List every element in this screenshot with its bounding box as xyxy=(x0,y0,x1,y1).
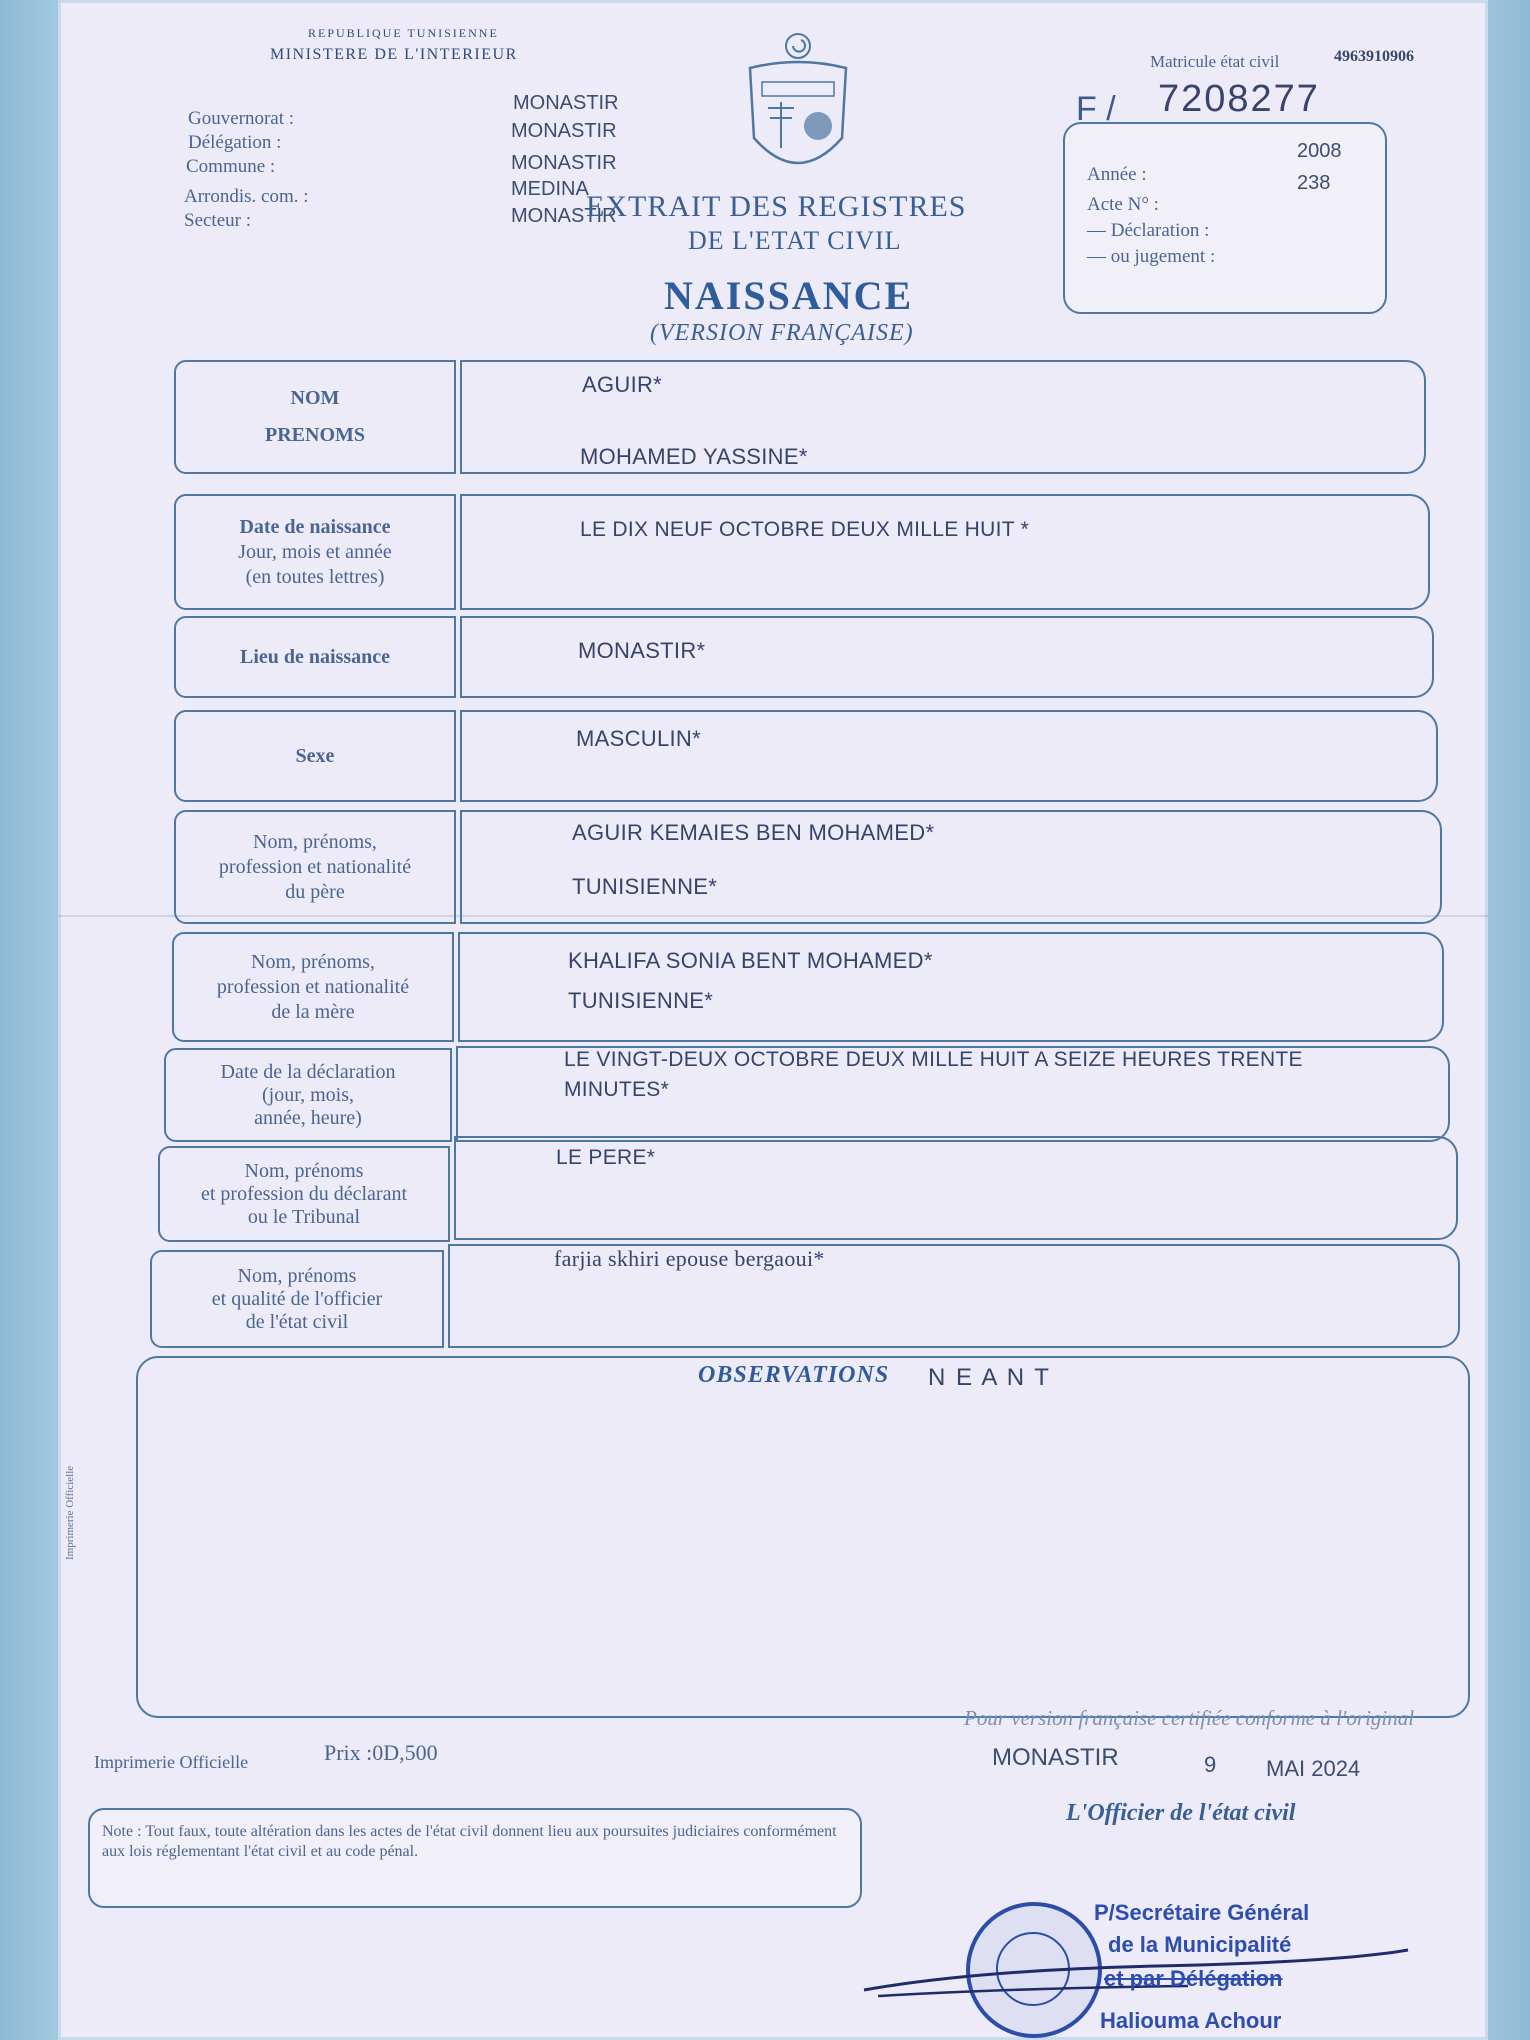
gouvernorat-label: Gouvernorat : xyxy=(188,108,295,129)
sexe-label: Sexe xyxy=(295,744,335,767)
secteur-value: MONASTIR xyxy=(511,205,617,227)
mere-nationalite-value: TUNISIENNE* xyxy=(568,988,714,1013)
officier-label-1: Nom, prénoms xyxy=(237,1264,357,1287)
date-naissance-label-cell xyxy=(174,494,456,610)
acte-value: 238 xyxy=(1297,172,1331,194)
sexe-value-cell xyxy=(460,710,1438,802)
arrondissement-value: MEDINA xyxy=(511,178,589,200)
prenoms-label: PRENOMS xyxy=(265,424,365,446)
gouvernorat-value: MONASTIR xyxy=(513,92,619,114)
declaration-date-label-cell xyxy=(164,1048,452,1142)
matricule-label: Matricule état civil xyxy=(1150,52,1280,71)
observations-label: OBSERVATIONS xyxy=(698,1362,890,1388)
nom-value: AGUIR* xyxy=(582,372,663,397)
officier-label-2: et qualité de l'officier xyxy=(211,1287,383,1310)
declarant-value: LE PERE* xyxy=(556,1146,656,1169)
sexe-label-cell xyxy=(174,710,456,802)
prix-label: Prix :0D,500 xyxy=(324,1740,438,1765)
declaration-date-value-cell xyxy=(456,1046,1450,1142)
officier-title: L'Officier de l'état civil xyxy=(1066,1800,1296,1826)
delegation-label: Délégation : xyxy=(188,132,282,153)
date-naissance-label-2: Jour, mois et année xyxy=(238,540,392,563)
title-naissance: NAISSANCE xyxy=(664,273,914,318)
note-text: Note : Tout faux, toute altération dans les actes de l'état civil donnent lieu aux poursuites judiciaires conformément aux lois réglementant l'état civil et au code pénal. xyxy=(102,1823,837,1860)
title-etat-civil: DE L'ETAT CIVIL xyxy=(688,226,902,255)
commune-label: Commune : xyxy=(186,156,276,177)
coat-of-arms-icon xyxy=(738,28,858,188)
declarant-value-cell xyxy=(454,1136,1458,1240)
officier-value-cell xyxy=(448,1244,1460,1348)
prenoms-value: MOHAMED YASSINE* xyxy=(580,444,808,469)
republic-label: REPUBLIQUE TUNISIENNE xyxy=(308,26,499,40)
officier-label-3: de l'état civil xyxy=(245,1310,349,1333)
date-naissance-label-1: Date de naissance xyxy=(239,515,391,538)
secteur-label: Secteur : xyxy=(184,210,252,231)
stamp-line-2: de la Municipalité xyxy=(1108,1932,1292,1957)
footer-city: MONASTIR xyxy=(992,1744,1119,1771)
declaration-date-label-1: Date de la déclaration xyxy=(220,1060,396,1083)
ministry-label: MINISTERE DE L'INTERIEUR xyxy=(270,46,518,63)
annee-value: 2008 xyxy=(1297,140,1342,162)
pere-nationalite-value: TUNISIENNE* xyxy=(572,874,718,899)
pere-nom-value: AGUIR KEMAIES BEN MOHAMED* xyxy=(572,820,935,845)
mere-nom-value: KHALIFA SONIA BENT MOHAMED* xyxy=(568,948,933,973)
nom-prenoms-value-cell xyxy=(460,360,1426,474)
observations-box xyxy=(136,1356,1470,1718)
serial-prefix: F / xyxy=(1076,90,1116,128)
pere-value-cell xyxy=(460,810,1442,924)
officier-value: farjia skhiri epouse bergaoui* xyxy=(554,1246,825,1271)
title-extrait: EXTRAIT DES REGISTRES xyxy=(586,190,967,223)
side-printer-text: Imprimerie Officielle xyxy=(64,1465,76,1560)
lieu-naissance-label-cell xyxy=(174,616,456,698)
declarant-label-2: et profession du déclarant xyxy=(200,1182,408,1205)
footer-month-year: MAI 2024 xyxy=(1266,1756,1361,1781)
title-version: (VERSION FRANÇAISE) xyxy=(650,320,914,346)
birth-certificate-page xyxy=(58,0,1488,2040)
mere-value-cell xyxy=(458,932,1444,1042)
annee-label: Année : xyxy=(1087,164,1147,185)
declarant-label-1: Nom, prénoms xyxy=(244,1159,364,1182)
commune-value: MONASTIR xyxy=(511,152,617,174)
certifie-conforme-text: Pour version française certifiée conforme à l'original xyxy=(964,1706,1415,1730)
jugement-label: — ou jugement : xyxy=(1087,246,1216,267)
stamp-line-4: Haliouma Achour xyxy=(1100,2008,1282,2033)
lieu-naissance-value: MONASTIR* xyxy=(578,638,706,663)
imprimerie-label: Imprimerie Officielle xyxy=(94,1752,249,1772)
mere-label-cell xyxy=(172,932,454,1042)
pere-label-2: profession et nationalité xyxy=(218,855,412,878)
matricule-value: 4963910906 xyxy=(1334,48,1414,65)
acte-label: Acte N° : xyxy=(1087,194,1159,215)
pere-label-3: du père xyxy=(285,880,345,903)
note-box xyxy=(88,1808,862,1908)
sexe-value: MASCULIN* xyxy=(576,726,701,751)
declaration-date-value-1: LE VINGT-DEUX OCTOBRE DEUX MILLE HUIT A SEIZE HEURES TRENTE xyxy=(564,1048,1303,1071)
mere-label-1: Nom, prénoms, xyxy=(251,950,375,973)
acte-box xyxy=(1063,122,1387,314)
nom-prenoms-label-cell xyxy=(174,360,456,474)
date-naissance-value: LE DIX NEUF OCTOBRE DEUX MILLE HUIT * xyxy=(580,518,1030,541)
nom-label: NOM xyxy=(290,387,340,409)
declarant-label-3: ou le Tribunal xyxy=(247,1205,361,1228)
declaration-date-label-3: année, heure) xyxy=(254,1106,362,1129)
delegation-value: MONASTIR xyxy=(511,120,617,142)
pere-label-cell xyxy=(174,810,456,924)
lieu-naissance-value-cell xyxy=(460,616,1434,698)
pere-label-1: Nom, prénoms, xyxy=(253,830,377,853)
stamp-line-1: P/Secrétaire Général xyxy=(1094,1900,1310,1925)
footer-day: 9 xyxy=(1204,1752,1217,1777)
declaration-date-label-2: (jour, mois, xyxy=(262,1083,354,1106)
observations-value: N E A N T xyxy=(928,1364,1051,1391)
date-naissance-label-3: (en toutes lettres) xyxy=(245,565,385,588)
mere-label-2: profession et nationalité xyxy=(216,975,410,998)
declarant-label-cell xyxy=(158,1146,450,1242)
declaration-date-value-2: MINUTES* xyxy=(564,1078,670,1101)
declaration-label: — Déclaration : xyxy=(1087,220,1210,241)
serial-number: 7208277 xyxy=(1158,78,1320,120)
stamp-line-3: et par Délégation xyxy=(1104,1966,1283,1991)
date-naissance-value-cell xyxy=(460,494,1430,610)
lieu-naissance-label: Lieu de naissance xyxy=(239,645,391,668)
officier-label-cell xyxy=(150,1250,444,1348)
arrondissement-label: Arrondis. com. : xyxy=(184,186,309,207)
mere-label-3: de la mère xyxy=(271,1000,355,1023)
